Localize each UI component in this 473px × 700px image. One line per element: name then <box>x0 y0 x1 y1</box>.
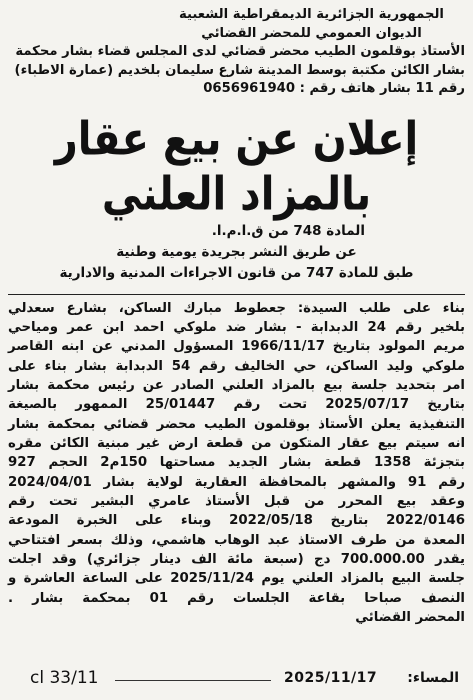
body-line: بناء على طلب السيدة: جعطوط مبارك الساكن، بشارع سعدلي <box>8 300 465 316</box>
body-line: بلخير رقم 24 الدبدابة - بشار ضد ملوكي احمد ابن عمر ومياحي <box>8 319 465 335</box>
legal-basis: طبق للمادة 747 من قانون الاجراءات المدنية والادارية <box>59 264 414 281</box>
article-reference: المادة 748 من ق.ا.م.ا. <box>211 222 365 239</box>
bailiff-heading: الأستاذ بوقلمون الطيب محضر قضائي لدى المجلس قضاء بشار محكمة <box>15 44 465 59</box>
body-line: ملوكي وليد الساكن، حي الخاليف رقم 54 الدبدابة بشار بناء على <box>8 358 465 374</box>
republic-heading: الجمهورية الجزائرية الديمقراطية الشعبية <box>179 7 444 22</box>
phone-number: 0656961940 <box>203 81 295 96</box>
phone-row <box>8 80 465 99</box>
body-line: رقم 91 والمشهر بالمحافظة العقارية لولاية بشار 2024/04/01 <box>8 474 465 490</box>
office-heading: الديوان العمومي للمحضر القضائي <box>201 25 422 41</box>
office-address: بشار الكائن مكتبة بوسط المدينة شارع سليمان بلخديم (عمارة الاطباء) <box>14 62 465 78</box>
body-line: يقدر 700.000.00 دج (سبعة مائة الف دينار جزائري) وقد اجلت <box>8 551 466 567</box>
body-line: بتجزئة 1358 قطعة بشار الجديد مساحتها 150م2 الحجم 927 <box>8 455 465 471</box>
signature: المحضر القضائي <box>355 610 465 625</box>
body-line: وعقد بيع المحرر من قبل الأستاذ عامري البشير تحت رقم <box>8 493 465 509</box>
reference-code: cl 33/11 <box>30 668 99 688</box>
notice-body <box>8 299 465 609</box>
body-line: انه سيتم بيع عقار المتكون من قطعة ارض غير مبنية الكائن مقره <box>8 435 465 451</box>
newspaper-label: المساء: <box>407 670 459 686</box>
body-line: بتاريخ 2025/07/17 تحت رقم 25/01447 الممهور بالصيغة <box>8 397 465 413</box>
body-line: التنفيذية يعلن الأستاذ بوقلمون الطيب محضر قضائي بمحكمة بشار <box>8 416 465 432</box>
body-line: مريم المولود بتاريخ 1966/11/17 المسؤول المدني عن ابنه القاصر <box>8 339 465 355</box>
phone-label: رقم 11 بشار هاتف رقم : <box>299 81 465 96</box>
body-line: النصف صباحا بقاعة الجلسات رقم 01 بمحكمة بشار . <box>8 590 465 606</box>
footer <box>8 666 465 690</box>
publication-date: 2025/11/17 <box>284 670 378 686</box>
body-line: 2022/0146 بتاريخ 2022/05/18 وبناء على الخبرة المودعة <box>8 513 465 529</box>
body-line: المعدة من طرف الاستاذ عبد الوهاب هاشمي، وذلك بسعر افتتاحي <box>8 532 465 548</box>
notice-title: إعلان عن بيع عقار بالمزاد العلني <box>54 112 419 221</box>
body-line: جلسة البيع بالمزاد العلني يوم 2025/11/24 على الساعة العاشرة و <box>8 571 465 587</box>
section-divider <box>8 294 465 295</box>
publication-note: عن طريق النشر بجريدة يومية وطنية <box>116 243 357 260</box>
body-line: امر بتحديد جلسة بيع بالمزاد العلني الصادر عن رئيس محكمة بشار <box>8 377 465 393</box>
footer-divider <box>115 680 271 681</box>
